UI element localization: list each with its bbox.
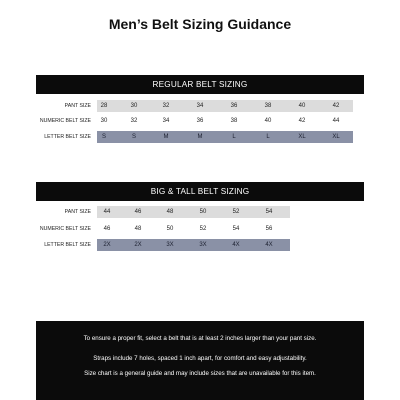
table-cell: 56	[265, 226, 273, 232]
page-title: Men’s Belt Sizing Guidance	[108, 16, 292, 32]
table-cell: 38	[230, 118, 238, 124]
big-tall-sizing-header: BIG & TALL BELT SIZING	[36, 182, 364, 201]
table-cell: 52	[232, 209, 240, 215]
table-cell: M	[197, 134, 203, 140]
table-cell: 44	[332, 118, 340, 124]
table-cell: 44	[103, 209, 111, 215]
table-cell: 54	[232, 226, 240, 232]
table-cell: 30	[130, 103, 138, 109]
big-tall-pant-size-row	[0, 206, 400, 218]
table-cell: 42	[332, 103, 340, 109]
table-cell: 52	[199, 226, 207, 232]
table-cell: 34	[196, 103, 204, 109]
size-chart-note: Size chart is a general guide and may include sizes that are unavailable for this item.	[84, 370, 316, 377]
row-label: PANT SIZE	[64, 103, 91, 109]
table-cell: XL	[298, 134, 306, 140]
table-cell: 36	[230, 103, 238, 109]
table-cell: XL	[332, 134, 340, 140]
table-cell: 46	[134, 209, 142, 215]
table-cell: L	[266, 134, 270, 140]
table-cell: M	[163, 134, 169, 140]
straps-note: Straps include 7 holes, spaced 1 inch apart, for comfort and easy adjustability.	[93, 355, 307, 362]
table-cell: 38	[264, 103, 272, 109]
table-cell: 54	[265, 209, 273, 215]
table-cell: 50	[199, 209, 207, 215]
table-cell: 3X	[199, 242, 207, 248]
fit-notes-panel	[36, 321, 364, 400]
table-cell: 32	[162, 103, 170, 109]
table-cell: L	[232, 134, 236, 140]
row-label: NUMERIC BELT SIZE	[39, 118, 91, 124]
regular-numeric-belt-size-row	[0, 115, 400, 127]
table-cell: 34	[162, 118, 170, 124]
regular-letter-belt-size-row	[0, 131, 400, 143]
table-cell: 4X	[232, 242, 240, 248]
regular-sizing-header: REGULAR BELT SIZING	[36, 75, 364, 94]
table-cell: 48	[166, 209, 174, 215]
table-cell: 28	[100, 103, 108, 109]
row-label: LETTER BELT SIZE	[44, 134, 91, 140]
table-cell: 4X	[265, 242, 273, 248]
row-label: LETTER BELT SIZE	[44, 242, 91, 248]
big-tall-letter-belt-size-row	[0, 239, 400, 251]
row-label: PANT SIZE	[64, 209, 91, 215]
fit-note: To ensure a proper fit, select a belt that is at least 2 inches larger than your pant size.	[83, 335, 317, 342]
table-cell: 32	[130, 118, 138, 124]
table-cell: 48	[134, 226, 142, 232]
table-cell: 46	[103, 226, 111, 232]
table-cell: 3X	[166, 242, 174, 248]
table-cell: S	[101, 134, 106, 140]
row-label: NUMERIC BELT SIZE	[39, 226, 91, 232]
regular-pant-size-row	[0, 100, 400, 112]
table-cell: 42	[298, 118, 306, 124]
table-cell: 36	[196, 118, 204, 124]
table-cell: 50	[166, 226, 174, 232]
table-cell: S	[131, 134, 136, 140]
table-cell: 40	[264, 118, 272, 124]
table-cell: 30	[100, 118, 108, 124]
big-tall-numeric-belt-size-row	[0, 223, 400, 235]
table-cell: 40	[298, 103, 306, 109]
table-cell: 2X	[103, 242, 111, 248]
table-cell: 2X	[134, 242, 142, 248]
